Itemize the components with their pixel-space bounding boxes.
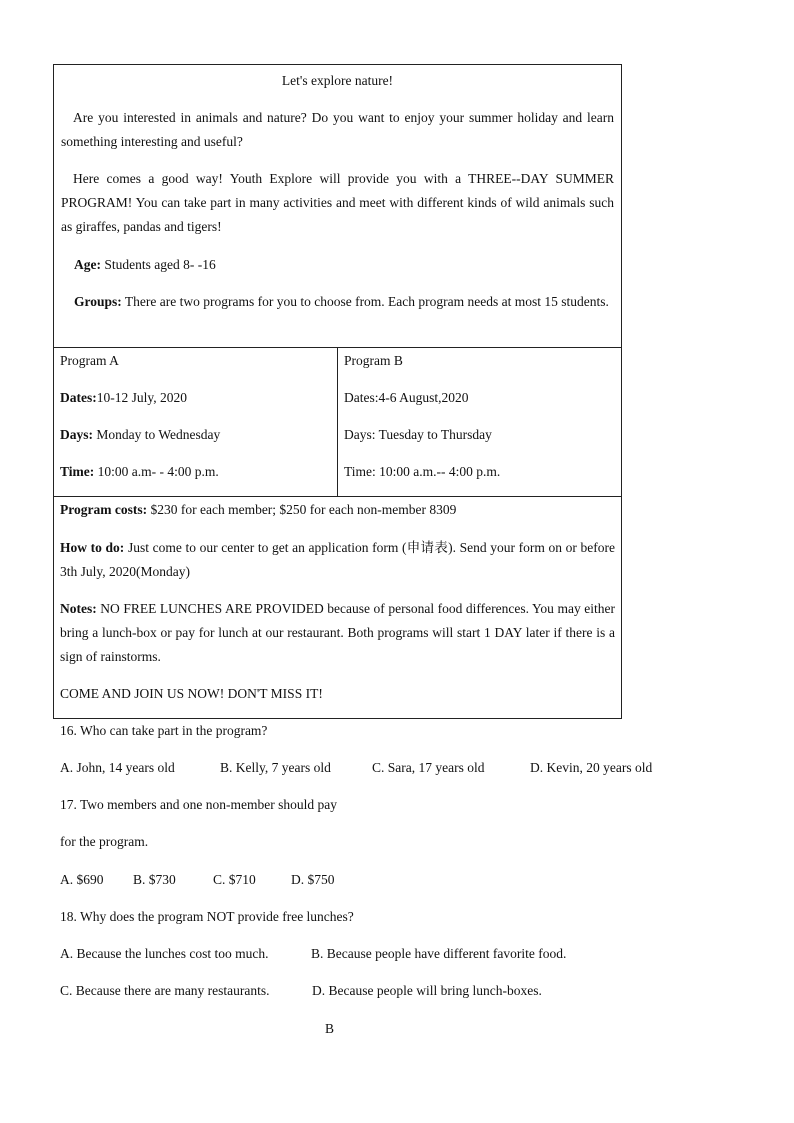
costs-label: Program costs: xyxy=(60,502,148,517)
q17-stem-continued: for the program. xyxy=(60,834,149,849)
q18-option-a: A. Because the lunches cost too much. xyxy=(60,946,269,961)
notice-para-1: Are you interested in animals and nature? Do you want to enjoy your summer holiday and learn something interesting and useful? xyxy=(61,110,614,149)
program-a-time xyxy=(60,460,219,484)
q16-option-a: A. John, 14 years old xyxy=(60,760,175,775)
program-a-title: Program A xyxy=(60,353,119,368)
q18-option-d: D. Because people will bring lunch-boxes. xyxy=(312,983,542,998)
program-b-title: Program B xyxy=(344,353,403,368)
program-b-dates: Dates:4-6 August,2020 xyxy=(344,390,469,405)
program-b-days: Days: Tuesday to Thursday xyxy=(344,427,492,442)
program-a-dates-value: 10-12 July, 2020 xyxy=(96,390,187,405)
groups-text: There are two programs for you to choose from. Each program needs at most 15 students. xyxy=(121,294,609,309)
q16-option-c: C. Sara, 17 years old xyxy=(372,760,485,775)
notes-value: NO FREE LUNCHES ARE PROVIDED because of personal food differences. You may either bring a lunch-box or pay for lunch at our restaurant. Both programs will start 1 DAY later if there is a sign of rainstorms. xyxy=(60,601,615,664)
q16-option-b: B. Kelly, 7 years old xyxy=(220,760,331,775)
age-text: Students aged 8- -16 xyxy=(101,257,216,272)
q17-option-b: B. $730 xyxy=(133,872,176,887)
groups-label: Groups: xyxy=(74,294,122,309)
notice-box xyxy=(53,64,622,348)
program-a-dates xyxy=(60,386,187,410)
program-costs xyxy=(54,498,621,522)
q16-stem: 16. Who can take part in the program? xyxy=(60,723,268,738)
q17-stem: 17. Two members and one non-member should pay xyxy=(60,797,338,812)
howto-value: Just come to our center to get an application form (申请表). Send your form on or before 3th July, 2020(Monday) xyxy=(60,540,616,579)
program-a-time-label: Time: xyxy=(60,464,95,479)
program-a-dates-label: Dates: xyxy=(60,390,97,405)
q18-stem: 18. Why does the program NOT provide free lunches? xyxy=(60,909,354,924)
details-box xyxy=(53,496,622,719)
q17-option-c: C. $710 xyxy=(213,872,256,887)
notice-groups xyxy=(54,290,621,314)
program-a-days xyxy=(60,423,220,447)
program-a-days-value: Monday to Wednesday xyxy=(93,427,221,442)
program-b-column xyxy=(338,348,621,496)
q17-option-d: D. $750 xyxy=(291,872,335,887)
programs-table xyxy=(53,347,622,497)
program-a-time-value: 10:00 a.m- - 4:00 p.m. xyxy=(94,464,219,479)
q16-option-d: D. Kevin, 20 years old xyxy=(530,760,653,775)
notice-para-2: Here comes a good way! Youth Explore will provide you with a THREE--DAY SUMMER PROGRAM! You can take part in many activities and meet with different kinds of wild animals such as giraffes, pandas and tigers! xyxy=(61,171,614,234)
howto-label: How to do: xyxy=(60,540,125,555)
section-marker: B xyxy=(325,1021,335,1036)
q18-option-b: B. Because people have different favorite food. xyxy=(311,946,567,961)
notice-title: Let's explore nature! xyxy=(281,73,394,88)
age-label: Age: xyxy=(74,257,101,272)
notes-label: Notes: xyxy=(60,601,97,616)
notes xyxy=(54,597,621,669)
q17-option-a: A. $690 xyxy=(60,872,104,887)
how-to-do xyxy=(54,536,621,584)
program-a-days-label: Days: xyxy=(60,427,93,442)
q18-option-c: C. Because there are many restaurants. xyxy=(60,983,270,998)
notice-age xyxy=(54,253,621,277)
program-a-column xyxy=(54,348,338,496)
costs-value: $230 for each member; $250 for each non-member 8309 xyxy=(147,502,457,517)
closing-line: COME AND JOIN US NOW! DON'T MISS IT! xyxy=(60,686,323,701)
program-b-time: Time: 10:00 a.m.-- 4:00 p.m. xyxy=(344,464,501,479)
